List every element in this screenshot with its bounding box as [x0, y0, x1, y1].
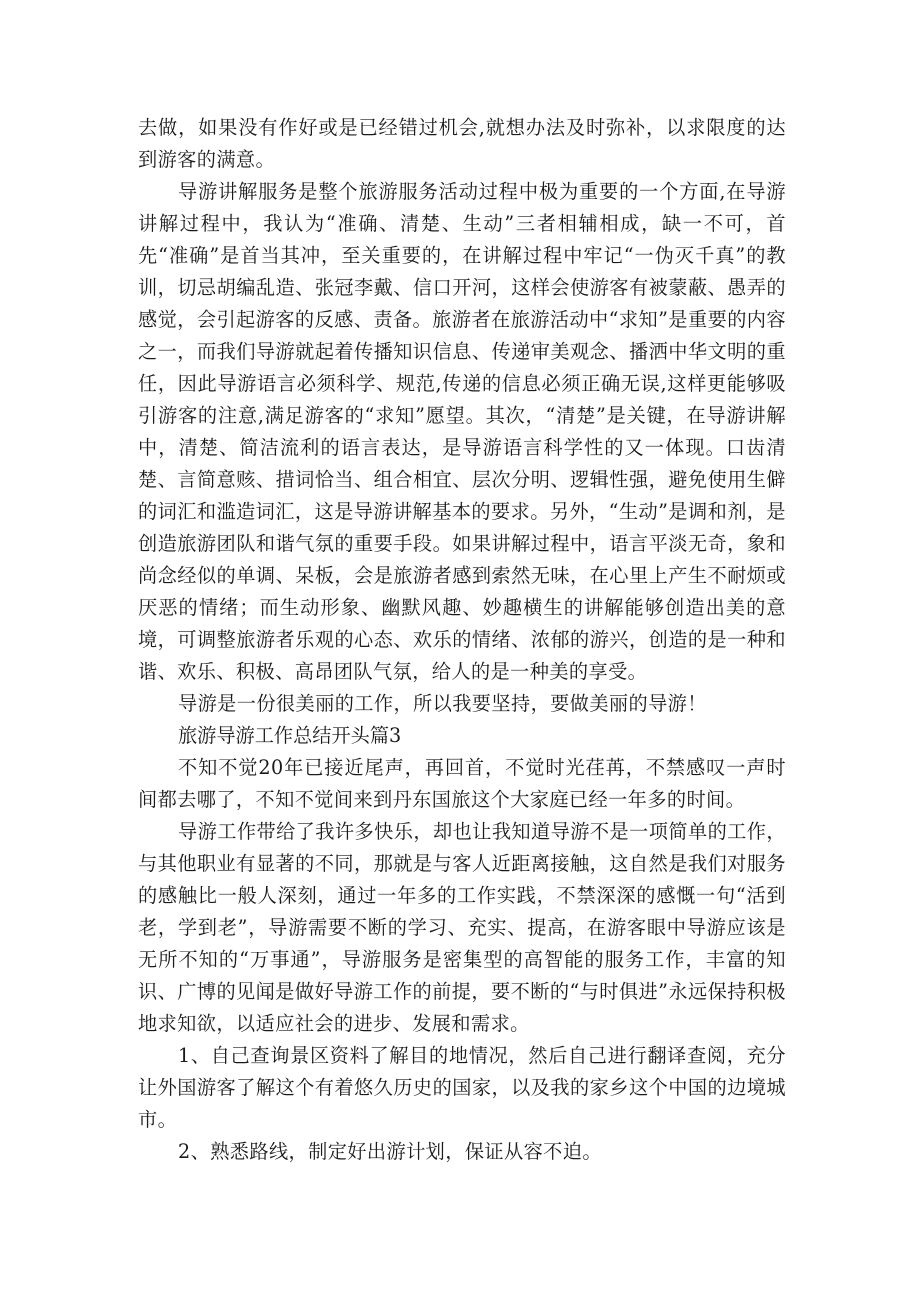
paragraph-guide-explanation: 导游讲解服务是整个旅游服务活动过程中极为重要的一个方面,在导游讲解过程中，我认为“准确、清楚、生动”三者相辅相成，缺一不可，首先“准确”是首当其冲，至关重要的，在讲解过程中牢记“一伪灭千真”的教训，切忌胡编乱造、张冠李戴、信口开河，这样会使游客有被蒙蔽、愚弄的感觉，会引起游客的反感、责备。旅游者在旅游活动中“求知”是重要的内容之一，而我们导游就起着传播知识信息、传递审美观念、播洒中华文明的重任，因此导游语言必须科学、规范,传递的信息必须正确无误,这样更能够吸引游客的注意,满足游客的“求知”愿望。其次，“清楚”是关键，在导游讲解中，清楚、简洁流利的语言表达，是导游语言科学性的又一体现。口齿清楚、言简意赅、措词恰当、组合相宜、层次分明、逻辑性强，避免使用生僻的词汇和滥造词汇，这是导游讲解基本的要求。另外，“生动”是调和剂，是创造旅游团队和谐气氛的重要手段。如果讲解过程中，语言平淡无奇，象和尚念经似的单调、呆板，会是旅游者感到索然无味，在心里上产生不耐烦或厌恶的情绪；而生动形象、幽默风趣、妙趣横生的讲解能够创造出美的意境，可调整旅游者乐观的心态、欢乐的情绪、浓郁的游兴，创造的是一种和谐、欢乐、积极、高昂团队气氛，给人的是一种美的享受。: [138, 180, 786, 683]
paragraph-year-end: 不知不觉20年已接近尾声，再回首，不觉时光荏苒，不禁感叹一声时间都去哪了，不知不觉间来到丹东国旅这个大家庭已经一年多的时间。: [138, 756, 786, 811]
paragraph-guide-work: 导游工作带给了我许多快乐，却也让我知道导游不是一项简单的工作，与其他职业有显著的不同，那就是与客人近距离接触，这自然是我们对服务的感触比一般人深刻，通过一年多的工作实践，不禁深深的感慨一句“活到老，学到老”，导游需要不断的学习、充实、提高，在游客眼中导游应该是无所不知的“万事通”，导游服务是密集型的高智能的服务工作，丰富的知识、广博的见闻是做好导游工作的前提，要不断的“与时俱进”永远保持积极地求知欲，以适应社会的进步、发展和需求。: [138, 820, 786, 1035]
list-item-2: 2、熟悉路线，制定好出游计划，保证从容不迫。: [178, 1140, 602, 1163]
paragraph-continuation: 去做，如果没有作好或是已经错过机会,就想办法及时弥补，以求限度的达到游客的满意。: [138, 116, 786, 171]
section-heading: 旅游导游工作总结开头篇3: [178, 724, 402, 747]
paragraph-conclusion: 导游是一份很美丽的工作，所以我要坚持，要做美丽的导游！: [178, 692, 707, 715]
list-item-1: 1、自己查询景区资料了解目的地情况，然后自己进行翻译查阅，充分让外国游客了解这个有着悠久历史的国家，以及我的家乡这个中国的边境城市。: [138, 1044, 786, 1131]
document-page: [138, 112, 786, 1168]
